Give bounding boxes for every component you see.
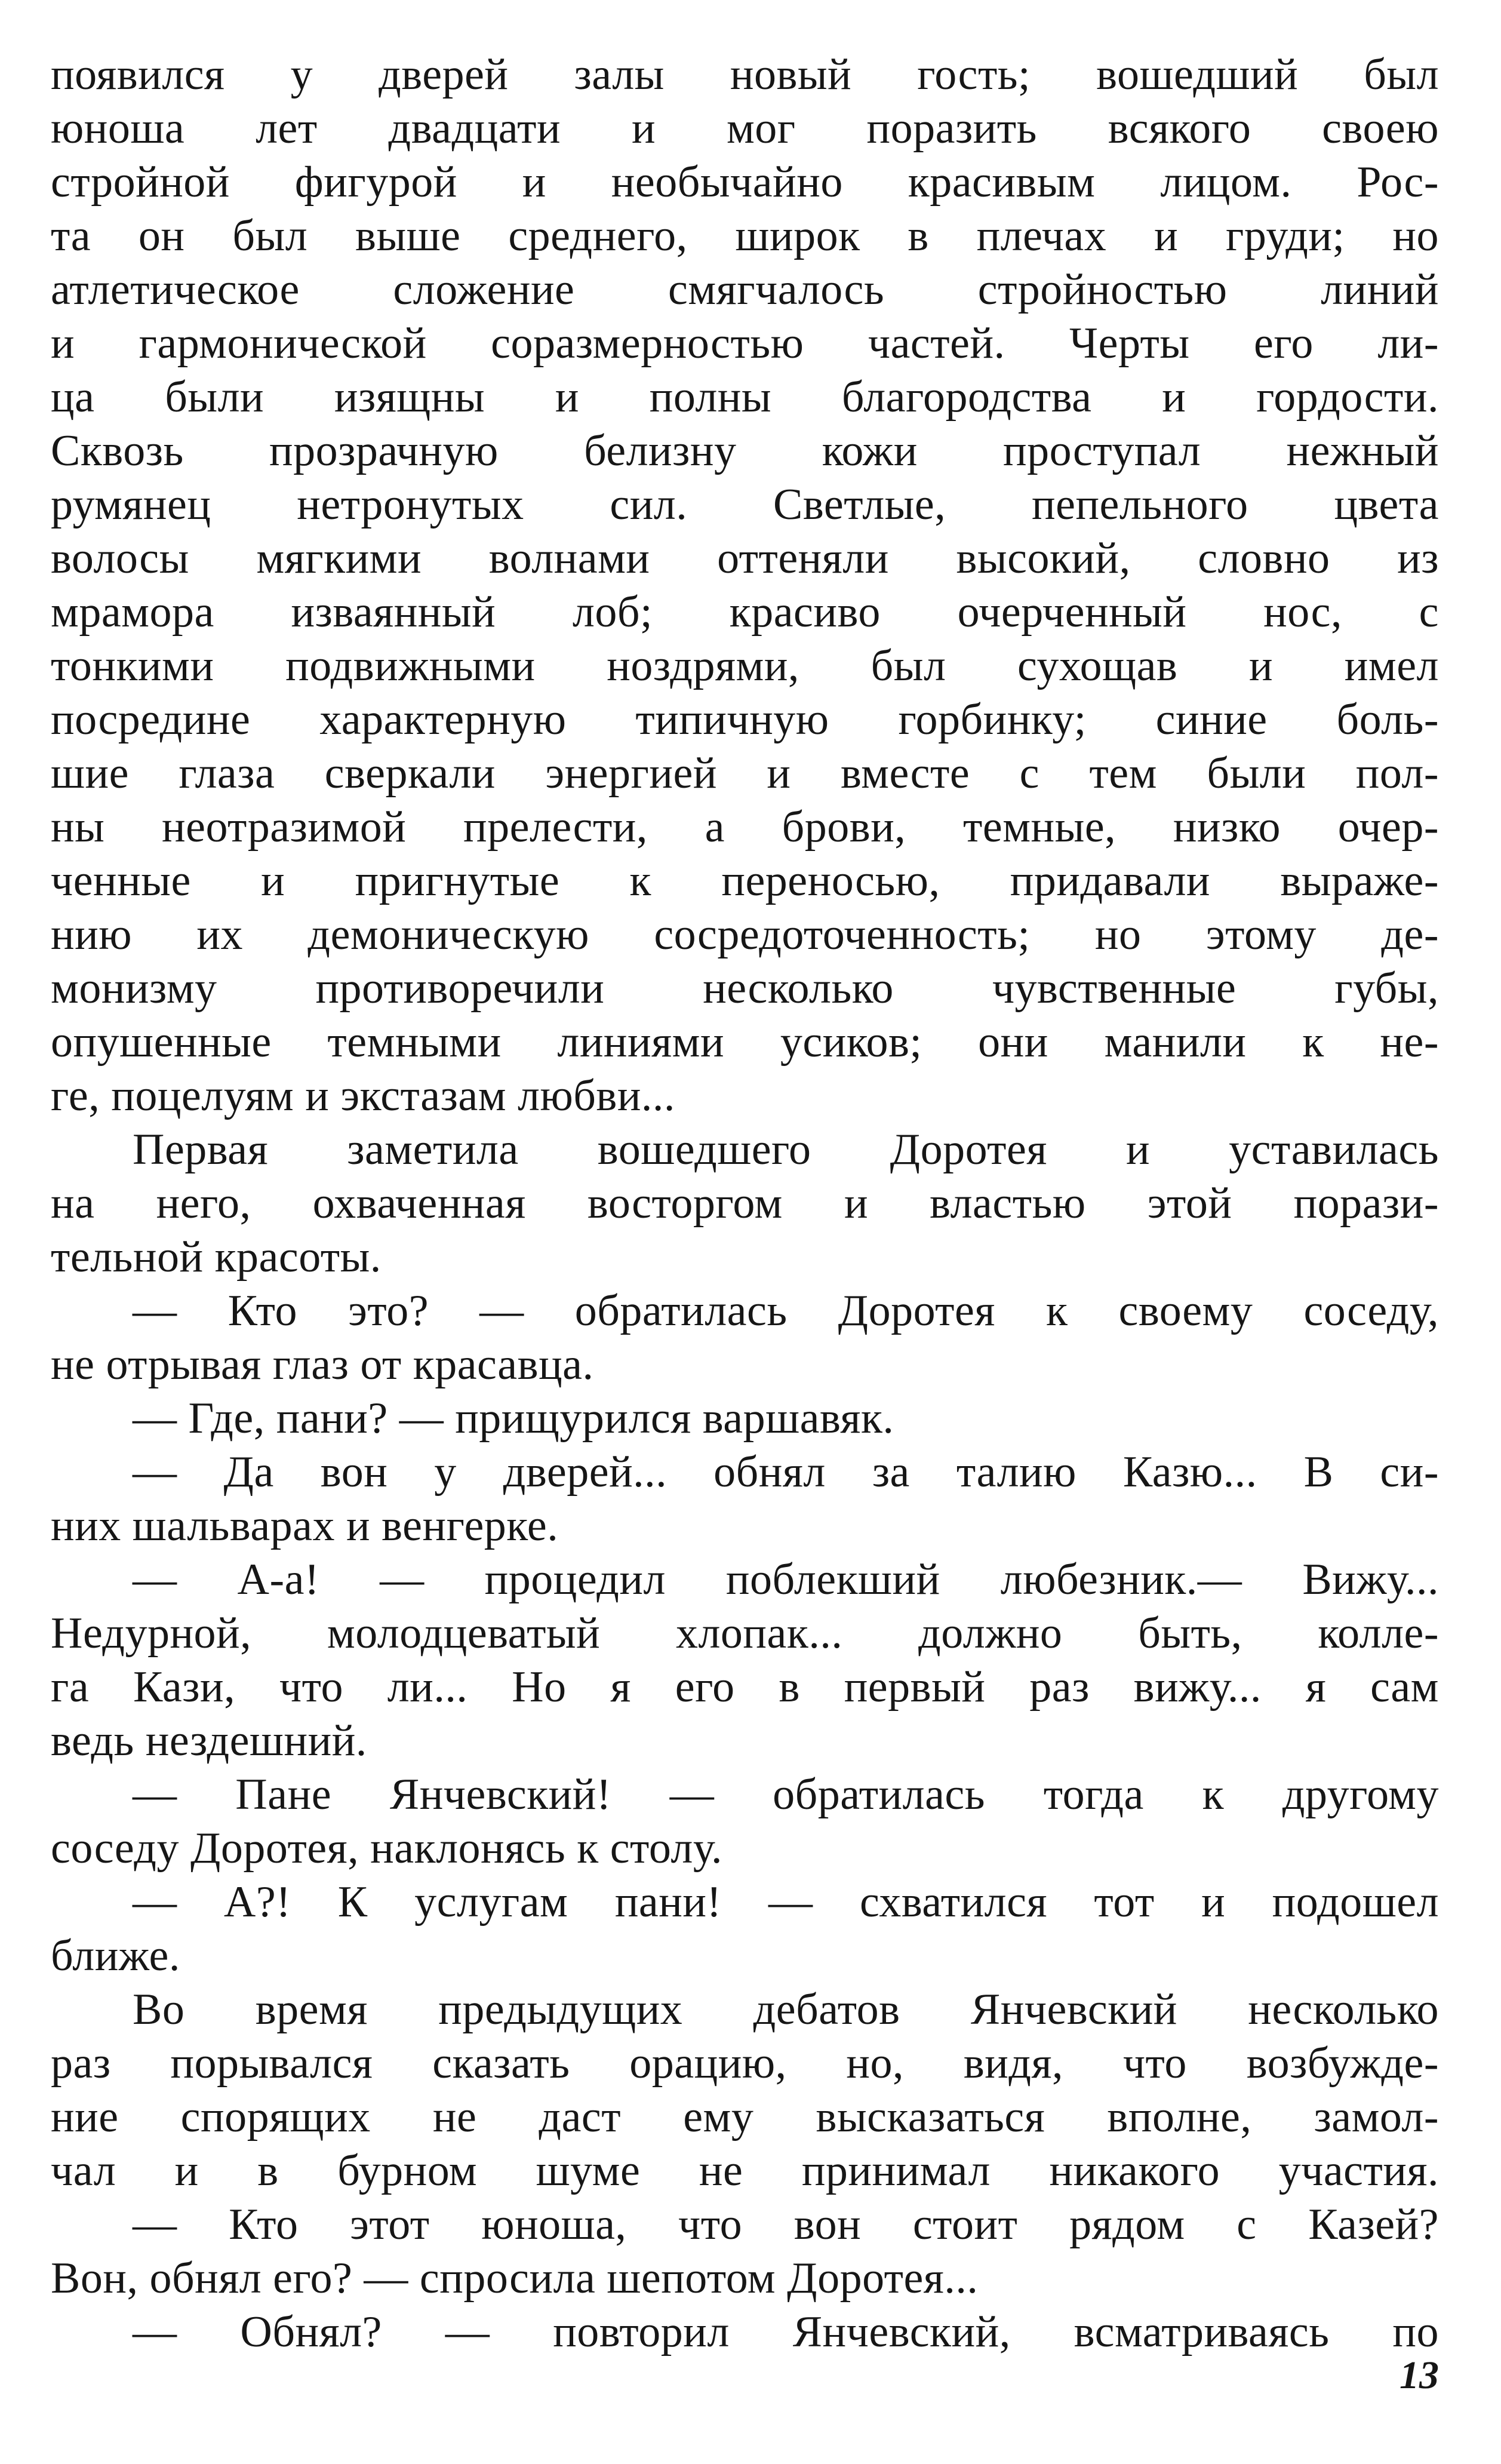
text-line: шие глаза сверкали энергией и вместе с тем были пол- — [51, 749, 1439, 798]
text-line: — Кто это? — обратилась Доротея к своему соседу, — [133, 1286, 1439, 1335]
text-line: ченные и пригнутые к переносью, придавали выраже- — [51, 856, 1439, 905]
text-line: соседу Доротея, наклонясь к столу. — [51, 1824, 722, 1873]
text-line: ние спорящих не даст ему высказаться вполне, замол- — [51, 2093, 1439, 2142]
text-line: опушенные темными линиями усиков; они манили к не- — [51, 1018, 1439, 1067]
text-line: тонкими подвижными ноздрями, был сухощав и имел — [51, 641, 1439, 690]
text-line: — Кто этот юноша, что вон стоит рядом с Казей? — [133, 2200, 1439, 2249]
text-line: атлетическое сложение смягчалось стройностью линий — [51, 265, 1439, 314]
text-line: на него, охваченная восторгом и властью этой порази- — [51, 1179, 1439, 1228]
text-line: волосы мягкими волнами оттеняли высокий, словно из — [51, 534, 1439, 583]
text-line: нию их демоническую сосредоточенность; но этому де- — [51, 910, 1439, 959]
text-line: мрамора изваянный лоб; красиво очерченный нос, с — [51, 588, 1439, 637]
text-line: ге, поцелуям и экстазам любви... — [51, 1071, 675, 1120]
text-line: та он был выше среднего, широк в плечах и груди; но — [51, 211, 1439, 260]
page-number: 13 — [1400, 2354, 1439, 2397]
text-line: тельной красоты. — [51, 1233, 382, 1282]
text-line: ближе. — [51, 1931, 180, 1980]
text-line: румянец нетронутых сил. Светлые, пепельного цвета — [51, 480, 1439, 529]
text-line: — Да вон у дверей... обнял за талию Казю... В си- — [133, 1448, 1439, 1497]
text-line: Сквозь прозрачную белизну кожи проступал нежный — [51, 426, 1439, 475]
text-line: — А-а! — процедил поблекший любезник.— Вижу... — [133, 1555, 1439, 1604]
text-line: появился у дверей залы новый гость; вошедший был — [51, 50, 1439, 99]
text-line: — А?! К услугам пани! — схватился тот и подошел — [133, 1878, 1439, 1927]
text-line: и гармонической соразмерностью частей. Черты его ли- — [51, 319, 1439, 368]
book-page-text — [51, 48, 1439, 2377]
text-line: монизму противоречили несколько чувственные губы, — [51, 964, 1439, 1013]
text-line: ведь нездешний. — [51, 1716, 367, 1765]
text-line: га Кази, что ли... Но я его в первый раз вижу... я сам — [51, 1663, 1439, 1712]
text-line: — Пане Янчевский! — обратилась тогда к другому — [133, 1770, 1439, 1819]
text-line: Первая заметила вошедшего Доротея и уставилась — [133, 1125, 1439, 1174]
text-line: них шальварах и венгерке. — [51, 1501, 559, 1550]
text-line: Недурной, молодцеватый хлопак... должно быть, колле- — [51, 1609, 1439, 1658]
text-line: посредине характерную типичную горбинку; синие боль- — [51, 695, 1439, 744]
text-line: — Где, пани? — прищурился варшавяк. — [133, 1394, 894, 1443]
text-line: Вон, обнял его? — спросила шепотом Доротея... — [51, 2254, 979, 2303]
text-line: чал и в бурном шуме не принимал никакого участия. — [51, 2146, 1439, 2195]
text-line: — Обнял? — повторил Янчевский, всматриваясь по — [133, 2308, 1439, 2357]
text-line: юноша лет двадцати и мог поразить всякого своею — [51, 104, 1439, 153]
text-line: не отрывая глаз от красавца. — [51, 1340, 594, 1389]
text-line: ны неотразимой прелести, а брови, темные, низко очер- — [51, 803, 1439, 852]
text-line: Во время предыдущих дебатов Янчевский несколько — [133, 1985, 1439, 2034]
text-line: стройной фигурой и необычайно красивым лицом. Рос- — [51, 158, 1439, 207]
text-line: ца были изящны и полны благородства и гордости. — [51, 373, 1439, 422]
text-line: раз порывался сказать орацию, но, видя, что возбужде- — [51, 2039, 1439, 2088]
